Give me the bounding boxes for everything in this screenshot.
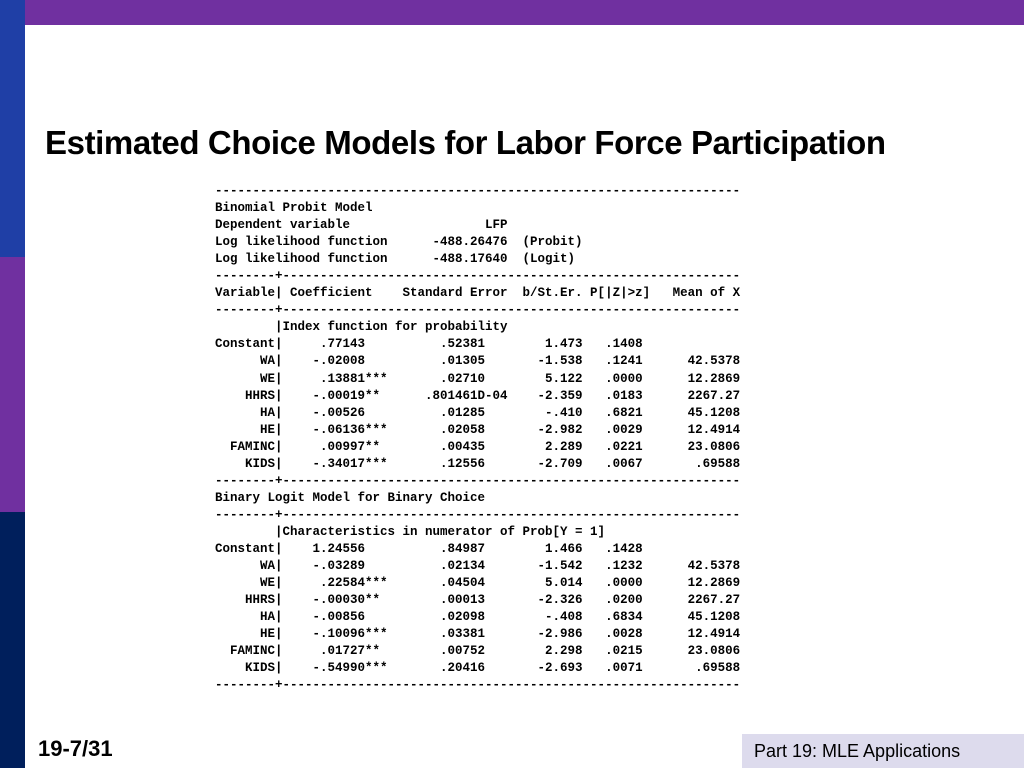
output-line: KIDS| -.34017*** .12556 -2.709 .0067 .69588 bbox=[215, 456, 741, 471]
output-line: ---------------------------------------------------------------------- bbox=[215, 184, 741, 198]
output-line: HHRS| -.00019** .801461D-04 -2.359 .0183 2267.27 bbox=[215, 388, 741, 403]
output-line: --------+------------------------------------------------------------- bbox=[215, 507, 741, 522]
output-line: Binomial Probit Model bbox=[215, 201, 373, 216]
output-line: Dependent variable LFP bbox=[215, 218, 508, 233]
slide-title: Estimated Choice Models for Labor Force Participation bbox=[45, 124, 886, 161]
output-line: Binary Logit Model for Binary Choice bbox=[215, 490, 486, 505]
output-line: Log likelihood function -488.26476 (Probit) bbox=[215, 235, 583, 250]
output-line: |Characteristics in numerator of Prob[Y = 1] bbox=[215, 524, 606, 539]
output-line: Constant| .77143 .52381 1.473 .1408 bbox=[215, 337, 643, 352]
output-line: FAMINC| .01727** .00752 2.298 .0215 23.0806 bbox=[215, 644, 741, 659]
footer-label: Part 19: MLE Applications bbox=[754, 741, 961, 761]
output-line: WA| -.03289 .02134 -1.542 .1232 42.5378 bbox=[215, 559, 741, 574]
output-line: WE| .13881*** .02710 5.122 .0000 12.2869 bbox=[215, 371, 741, 386]
left-accent-bar bbox=[0, 0, 25, 768]
left-bar-purple-segment bbox=[0, 257, 25, 512]
output-line: HE| -.06136*** .02058 -2.982 .0029 12.4914 bbox=[215, 422, 741, 437]
page-number: 19-7/31 bbox=[38, 736, 113, 761]
left-bar-blue-segment bbox=[0, 0, 25, 257]
output-line: --------+------------------------------------------------------------- bbox=[215, 473, 741, 488]
output-line: FAMINC| .00997** .00435 2.289 .0221 23.0806 bbox=[215, 439, 741, 454]
output-line: |Index function for probability bbox=[215, 320, 508, 335]
output-line: WE| .22584*** .04504 5.014 .0000 12.2869 bbox=[215, 576, 741, 591]
output-line: Log likelihood function -488.17640 (Logit) bbox=[215, 252, 576, 267]
regression-output bbox=[215, 183, 740, 694]
footer-box bbox=[742, 734, 1024, 768]
output-line: HA| -.00526 .01285 -.410 .6821 45.1208 bbox=[215, 405, 741, 420]
output-line: WA| -.02008 .01305 -1.538 .1241 42.5378 bbox=[215, 354, 741, 369]
left-bar-navy-segment bbox=[0, 512, 25, 768]
output-line: --------+------------------------------------------------------------- bbox=[215, 678, 741, 693]
output-line: --------+------------------------------------------------------------- bbox=[215, 303, 741, 318]
output-line: Constant| 1.24556 .84987 1.466 .1428 bbox=[215, 541, 643, 556]
top-accent-bar bbox=[0, 0, 1024, 25]
output-line: HE| -.10096*** .03381 -2.986 .0028 12.4914 bbox=[215, 627, 741, 642]
output-line: --------+------------------------------------------------------------- bbox=[215, 269, 741, 284]
output-line: HA| -.00856 .02098 -.408 .6834 45.1208 bbox=[215, 610, 741, 625]
output-line: KIDS| -.54990*** .20416 -2.693 .0071 .69588 bbox=[215, 661, 741, 676]
output-line: HHRS| -.00030** .00013 -2.326 .0200 2267.27 bbox=[215, 593, 741, 608]
output-line: Variable| Coefficient Standard Error b/St.Er. P[|Z|>z] Mean of X bbox=[215, 286, 741, 301]
